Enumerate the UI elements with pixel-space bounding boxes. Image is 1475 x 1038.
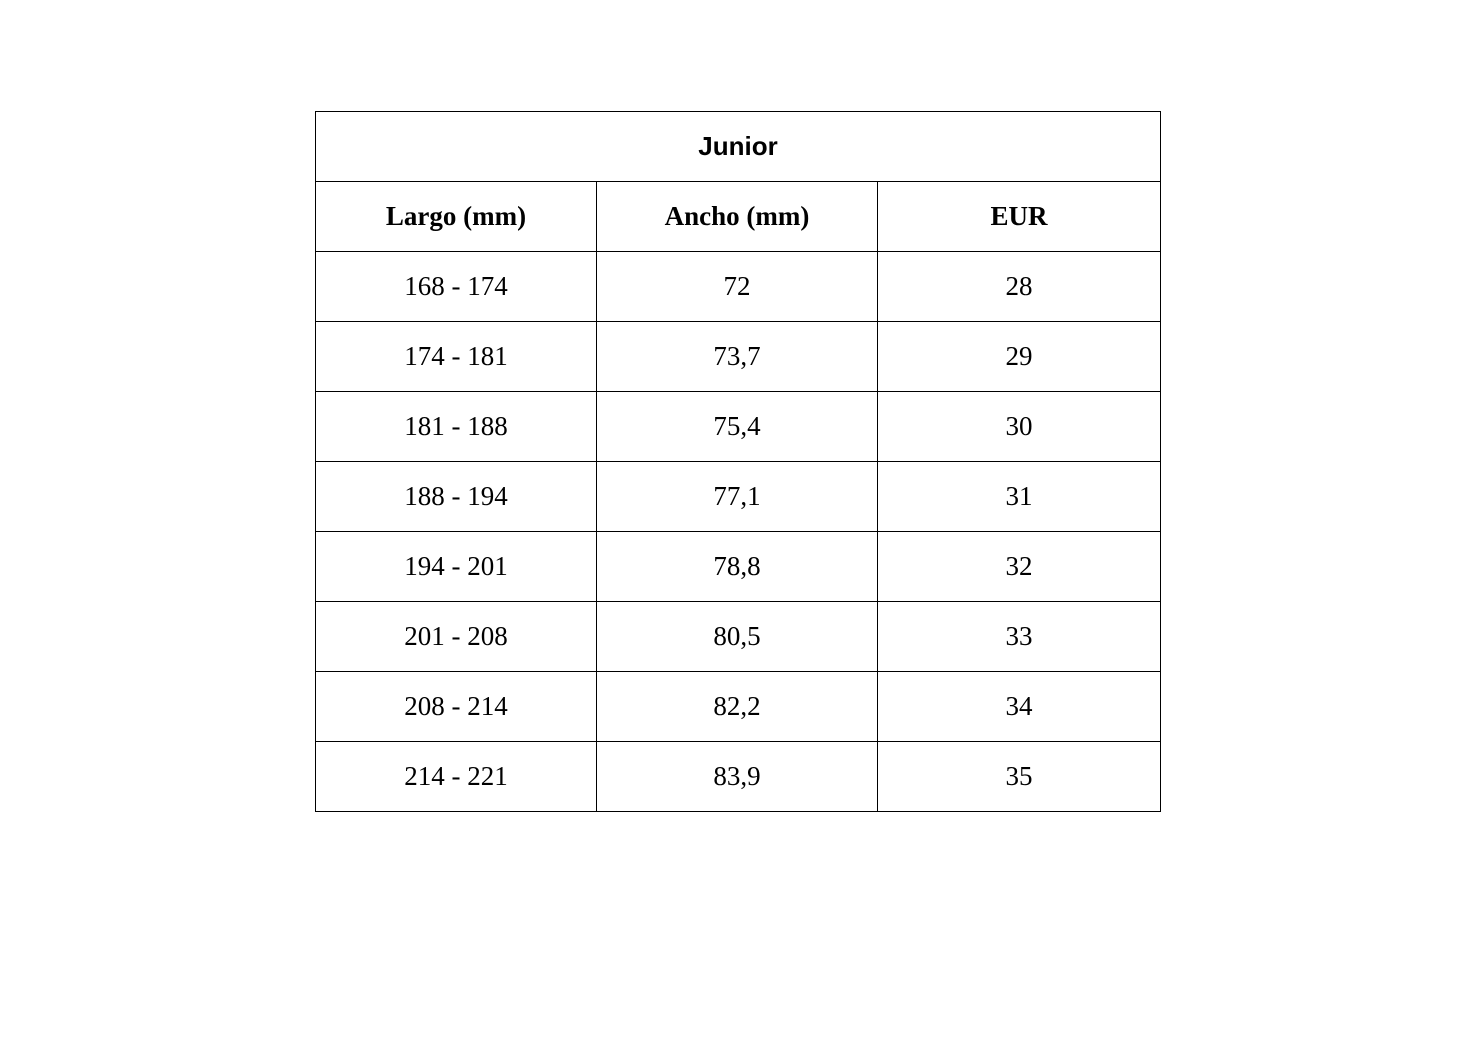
cell-eur: 32 [878, 532, 1161, 602]
table-row [316, 322, 1161, 392]
table-row [316, 392, 1161, 462]
cell-ancho: 75,4 [597, 392, 878, 462]
cell-eur: 28 [878, 252, 1161, 322]
cell-eur: 29 [878, 322, 1161, 392]
cell-eur: 30 [878, 392, 1161, 462]
cell-ancho: 83,9 [597, 742, 878, 812]
header-largo: Largo (mm) [316, 182, 597, 252]
table-row [316, 672, 1161, 742]
table-title: Junior [316, 112, 1161, 182]
cell-ancho: 73,7 [597, 322, 878, 392]
table-row [316, 532, 1161, 602]
table-row [316, 602, 1161, 672]
cell-largo: 181 - 188 [316, 392, 597, 462]
cell-largo: 214 - 221 [316, 742, 597, 812]
cell-eur: 31 [878, 462, 1161, 532]
cell-ancho: 72 [597, 252, 878, 322]
table-row [316, 252, 1161, 322]
cell-ancho: 78,8 [597, 532, 878, 602]
cell-eur: 35 [878, 742, 1161, 812]
header-eur: EUR [878, 182, 1161, 252]
cell-largo: 168 - 174 [316, 252, 597, 322]
table-row [316, 462, 1161, 532]
cell-largo: 188 - 194 [316, 462, 597, 532]
cell-ancho: 77,1 [597, 462, 878, 532]
table-body [316, 252, 1161, 812]
cell-largo: 194 - 201 [316, 532, 597, 602]
cell-largo: 208 - 214 [316, 672, 597, 742]
header-row [316, 182, 1161, 252]
title-row [316, 112, 1161, 182]
size-table [315, 111, 1161, 812]
cell-ancho: 80,5 [597, 602, 878, 672]
table-head [316, 112, 1161, 252]
cell-largo: 174 - 181 [316, 322, 597, 392]
cell-ancho: 82,2 [597, 672, 878, 742]
cell-eur: 33 [878, 602, 1161, 672]
table-row [316, 742, 1161, 812]
header-ancho: Ancho (mm) [597, 182, 878, 252]
cell-eur: 34 [878, 672, 1161, 742]
cell-largo: 201 - 208 [316, 602, 597, 672]
